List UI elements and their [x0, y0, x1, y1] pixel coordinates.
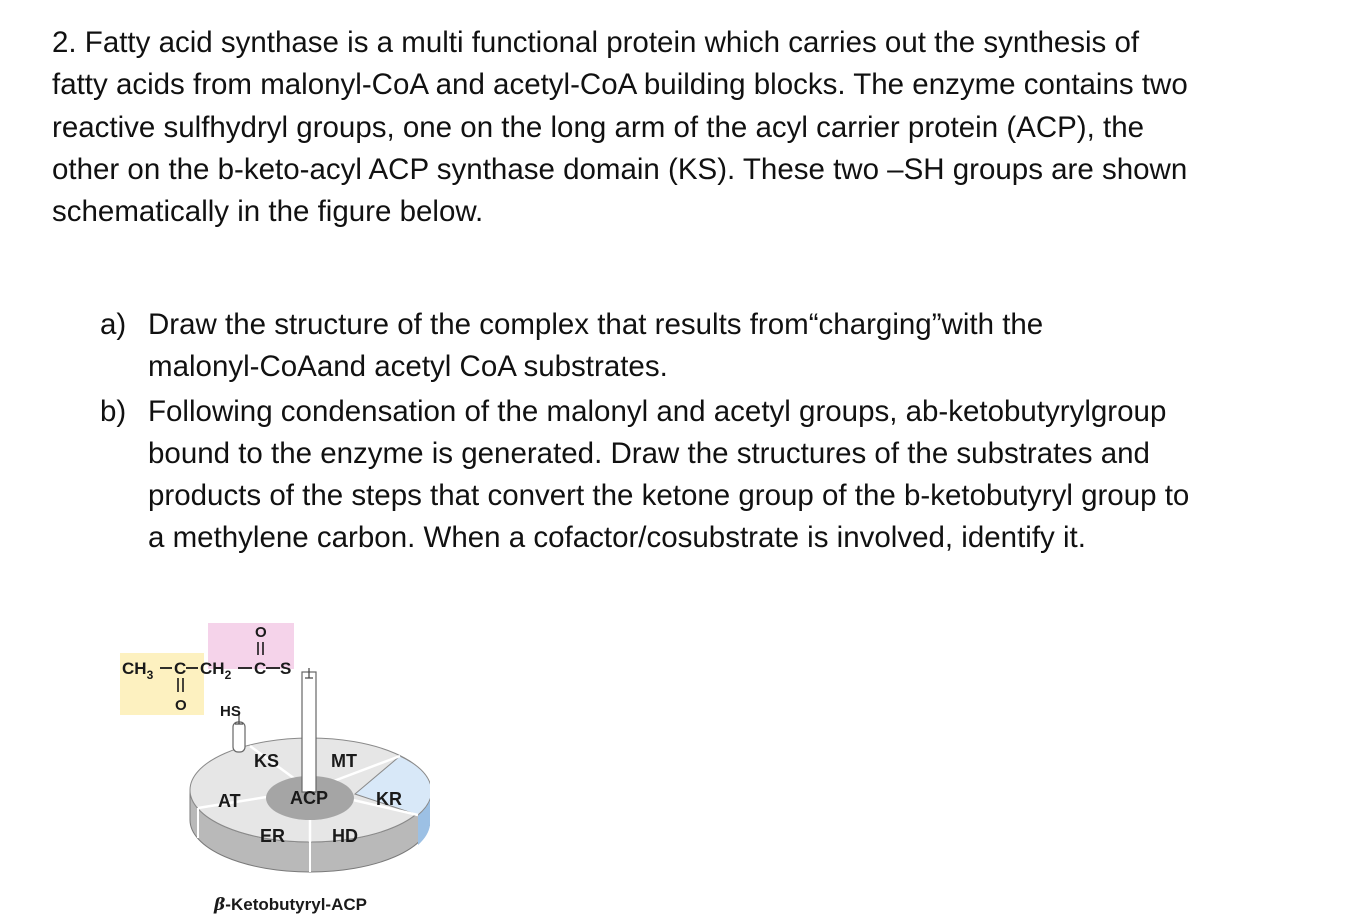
question-b — [100, 391, 1340, 560]
domain-acp-label: ACP — [290, 788, 329, 808]
question-text — [148, 391, 1189, 560]
question-list — [100, 304, 1340, 562]
domain-at-label: AT — [218, 791, 241, 811]
intro-line: schematically in the figure below. — [52, 195, 484, 229]
fatty-acid-synthase-figure — [110, 610, 430, 920]
chem-thioester-carbon: C — [254, 659, 267, 678]
question-marker: b) — [100, 394, 127, 428]
domain-ks-label: KS — [254, 751, 280, 771]
domain-kr-label: KR — [376, 789, 402, 809]
intro-line: 2. Fatty acid synthase is a multi functional protein which carries out the synthesis of — [52, 26, 1140, 59]
domain-hd-label: HD — [332, 826, 358, 846]
question-line: bound to the enzyme is generated. Draw the structures of the substrates and — [148, 436, 1150, 470]
question-line: malonyl-CoAand acetyl CoA substrates. — [148, 350, 668, 384]
hs-label: HS — [220, 703, 241, 720]
domain-mt-label: MT — [331, 751, 357, 771]
intro-line: reactive sulfhydryl groups, one on the long arm of the acyl carrier protein (ACP), the — [52, 110, 1145, 144]
chem-ch3: $CH_3$ — [122, 659, 154, 682]
question-line: Following condensation of the malonyl and acetyl groups, ab-ketobutyrylgroup — [148, 394, 1167, 428]
question-line: Draw the structure of the complex that results from“charging”with the — [148, 308, 1044, 341]
question-a — [100, 304, 1340, 389]
intro-line: fatty acids from malonyl-CoA and acetyl-CoA building blocks. The enzyme contains two — [52, 68, 1188, 102]
acp-arm — [302, 672, 316, 792]
chem-oxygen-top: O — [255, 624, 267, 641]
chem-carbonyl-carbon: C — [174, 659, 187, 678]
question-text — [148, 304, 1043, 389]
chem-oxygen-bottom: O — [175, 697, 187, 714]
ks-arm — [233, 722, 245, 752]
question-marker: a) — [100, 308, 127, 341]
question-line: a methylene carbon. When a cofactor/cosubstrate is involved, identify it. — [148, 521, 1086, 555]
question-line: products of the steps that convert the ketone group of the b-ketobutyryl group to — [148, 479, 1190, 513]
domain-er-label: ER — [260, 826, 286, 846]
intro-line: other on the b-keto-acyl ACP synthase domain (KS). These two –SH groups are shown — [52, 152, 1188, 186]
intro-paragraph — [52, 22, 1342, 233]
enzyme-diagram — [110, 610, 430, 920]
chem-sulfur: S — [280, 659, 292, 678]
chem-ch2: $CH_2$ — [200, 659, 232, 682]
figure-caption: β-Ketobutyryl-ACP — [214, 895, 367, 915]
